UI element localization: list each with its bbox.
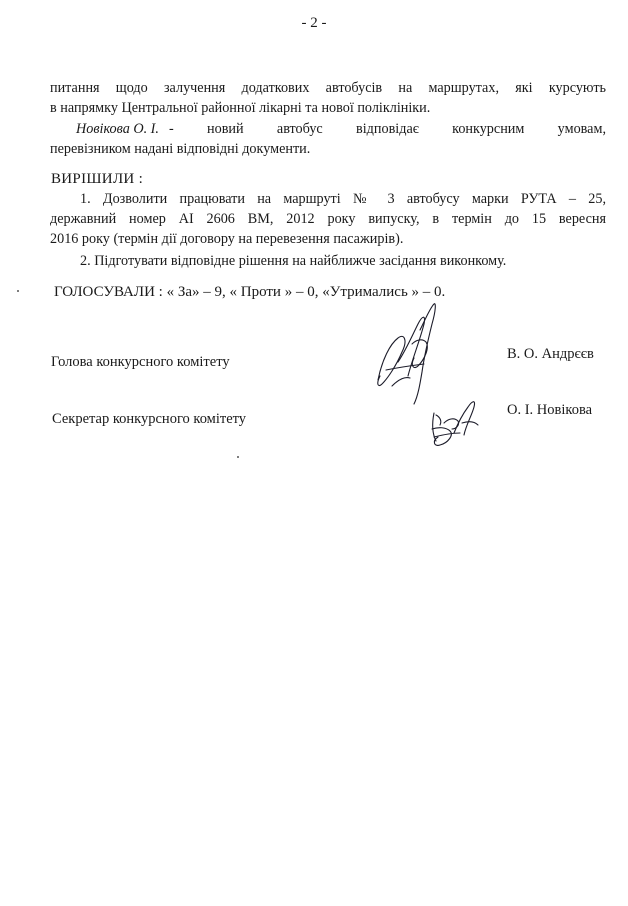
page-number: - 2 - — [301, 15, 327, 31]
secretary-name: О. І. Новікова — [507, 402, 593, 418]
intro-line-2: в напрямку Центральної районної лікарні та нової поліклініки. — [50, 100, 431, 116]
statement-text: - новий автобус відповідає конкурсним умовам, — [168, 121, 606, 137]
decision-item-1-line-2: державний номер АІ 2606 ВМ, 2012 року випуску, в термін до 15 вересня — [50, 211, 606, 227]
secretary-title: Секретар конкурсного комітету — [52, 411, 247, 427]
chair-title: Голова конкурсного комітету — [51, 354, 230, 370]
decision-item-2: 2. Підготувати відповідне рішення на найближче засідання виконкому. — [80, 253, 507, 269]
statement-speaker: Новікова О. І. — [76, 121, 159, 137]
scan-speck — [17, 290, 19, 292]
intro-line-1: питання щодо залучення додаткових автобусів на маршрутах, які курсують — [50, 80, 606, 96]
decisions-heading: ВИРІШИЛИ : — [51, 171, 144, 187]
chair-name: В. О. Андрєєв — [507, 346, 594, 362]
decision-item-1-line-3: 2016 року (термін дії договору на перевезення пасажирів). — [50, 231, 404, 247]
statement-line-2: перевізником надані відповідні документи. — [50, 141, 311, 157]
decision-item-1-line-1: 1. Дозволити працювати на маршруті № 3 автобусу марки РУТА – 25, — [80, 191, 606, 207]
secretary-signature — [428, 393, 484, 453]
chair-signature — [368, 300, 448, 408]
statement-line-1 — [76, 120, 606, 139]
voting-result: ГОЛОСУВАЛИ : « За» – 9, « Проти » – 0, «Утримались » – 0. — [54, 284, 446, 300]
scan-speck — [237, 456, 239, 458]
